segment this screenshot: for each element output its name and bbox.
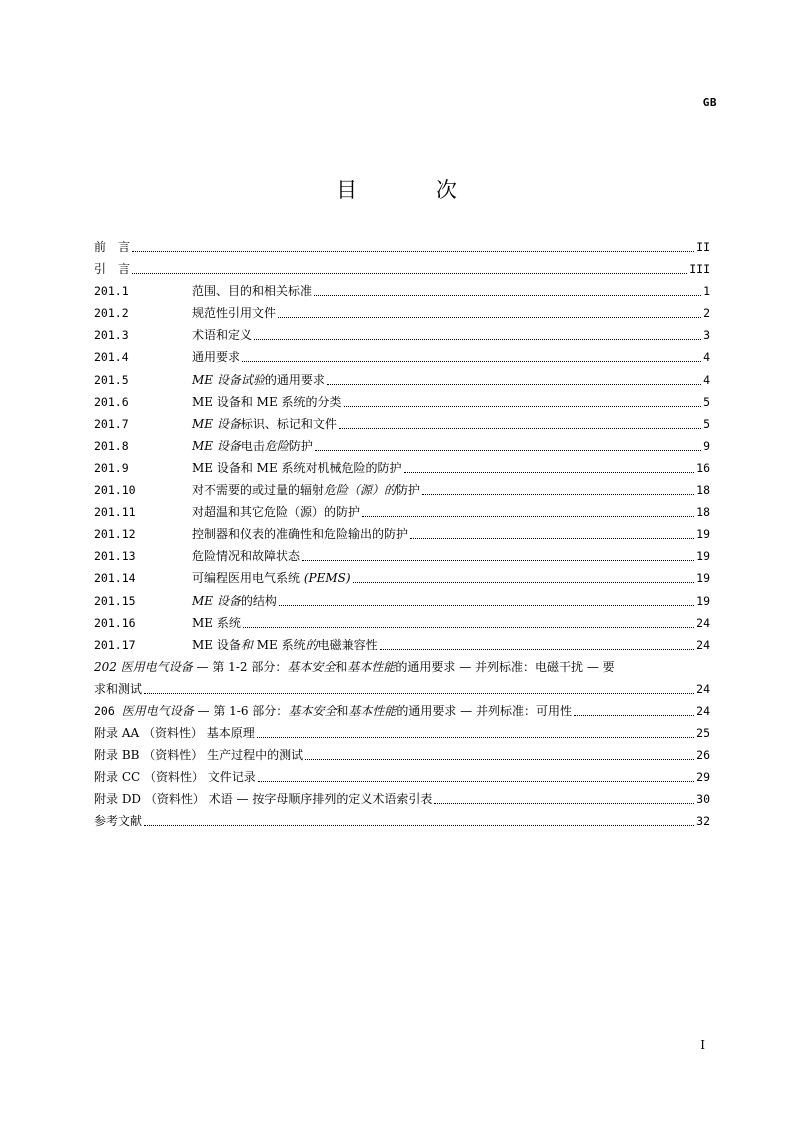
toc-entry-page: 19 <box>696 593 710 608</box>
toc-entry-title: 规范性引用文件 <box>192 306 277 321</box>
toc-entry-page: 24 <box>696 681 710 696</box>
toc-entry-title: ME 设备和 ME 系统的电磁兼容性 <box>192 637 378 652</box>
toc-entry-page: II <box>696 240 710 254</box>
toc-entry-number: 201.2 <box>94 306 129 321</box>
toc-entry-201-15[interactable] <box>94 590 710 612</box>
toc-entry-number: 201.16 <box>94 615 136 630</box>
toc-entry-foreword[interactable] <box>94 236 710 258</box>
toc-entry-201-3[interactable] <box>94 324 710 346</box>
toc-leader <box>362 504 694 517</box>
toc-leader <box>144 813 694 826</box>
toc-leader <box>327 372 701 385</box>
toc-entry-page: 4 <box>703 372 710 387</box>
toc-entry-201-17[interactable] <box>94 634 710 656</box>
toc-entry-page: 32 <box>696 814 710 829</box>
toc-entry-title: ME 设备和 ME 系统的分类 <box>192 394 342 409</box>
toc-entry-number: 201.10 <box>94 483 136 498</box>
toc-entry-title: ME 设备试验的通用要求 <box>192 372 325 387</box>
toc-entry-page: 24 <box>696 637 710 652</box>
toc-entry-number: 201.11 <box>94 505 136 520</box>
toc-entry-title: 附录 CC （资料性） 文件记录 <box>94 770 256 785</box>
toc-leader <box>144 681 694 694</box>
toc-entry-201-13[interactable] <box>94 545 710 567</box>
toc-entry-page: 24 <box>696 615 710 630</box>
toc-entry-202[interactable] <box>94 656 710 700</box>
toc-entry-page: 5 <box>703 394 710 409</box>
toc-leader <box>258 769 694 782</box>
toc-leader <box>574 703 694 716</box>
toc-entry-201-7[interactable] <box>94 413 710 435</box>
toc-entry-number: 201.5 <box>94 372 129 387</box>
toc-entry-201-14[interactable] <box>94 567 710 589</box>
toc-entry-title-continued: 求和测试 <box>94 681 143 696</box>
toc-entry-page: 5 <box>703 416 710 431</box>
toc-entry-number: 201.6 <box>94 394 129 409</box>
toc-leader <box>243 615 694 628</box>
toc-entry-title: 对超温和其它危险（源）的防护 <box>192 505 361 520</box>
toc-entry-page: 4 <box>703 350 710 365</box>
toc-entry-201-16[interactable] <box>94 612 710 634</box>
toc-leader <box>404 460 695 473</box>
toc-leader <box>257 725 694 738</box>
toc-leader <box>302 548 694 561</box>
toc-entry-title: 危险情况和故障状态 <box>192 549 301 564</box>
toc-entry-201-10[interactable] <box>94 479 710 501</box>
toc-leader <box>278 305 701 318</box>
toc-entry-title: 控制器和仪表的准确性和危险输出的防护 <box>192 527 409 542</box>
toc-entry-number: 201.1 <box>94 284 129 299</box>
page-title: 目 次 <box>336 178 493 202</box>
toc-entry-page: 30 <box>696 792 710 807</box>
toc-leader <box>132 239 694 252</box>
toc-leader <box>132 261 687 274</box>
toc-entry-title: ME 系统 <box>192 615 241 630</box>
toc-entry-title: 202 医用电气设备 — 第 1-2 部分：基本安全和基本性能的通用要求 — 并列标准：电磁干扰 — 要 <box>94 659 615 674</box>
toc-leader <box>315 438 701 451</box>
toc-entry-page: 9 <box>703 438 710 453</box>
toc-entry-page: 3 <box>703 328 710 343</box>
toc-entry-page: III <box>689 262 710 277</box>
toc-entry-annex-cc[interactable] <box>94 766 710 788</box>
toc-entry-title: ME 设备和 ME 系统对机械危险的防护 <box>192 460 402 475</box>
toc-entry-title: ME 设备标识、标记和文件 <box>192 416 337 431</box>
toc-entry-title: 206 医用电气设备 — 第 1-6 部分：基本安全和基本性能的通用要求 — 并列标准：可用性 <box>94 703 572 718</box>
toc-entry-page: 16 <box>696 460 710 475</box>
toc-entry-201-11[interactable] <box>94 501 710 523</box>
toc-leader <box>410 526 694 539</box>
toc-entry-title: 可编程医用电气系统 (PEMS) <box>192 571 351 586</box>
toc-leader <box>339 416 701 429</box>
table-of-contents <box>94 236 710 833</box>
toc-entry-201-4[interactable] <box>94 346 710 368</box>
toc-leader <box>279 593 694 606</box>
standard-code: GB <box>702 96 717 109</box>
toc-entry-number: 201.8 <box>94 438 129 453</box>
toc-entry-title: 通用要求 <box>192 350 241 365</box>
toc-entry-annex-bb[interactable] <box>94 744 710 766</box>
toc-leader <box>314 283 701 296</box>
toc-leader <box>353 570 695 583</box>
toc-entry-title: 附录 DD （资料性） 术语 — 按字母顺序排列的定义术语索引表 <box>94 792 433 807</box>
toc-entry-number: 201.13 <box>94 549 136 564</box>
toc-entry-201-9[interactable] <box>94 457 710 479</box>
toc-entry-page: 25 <box>696 726 710 741</box>
toc-entry-page: 18 <box>696 505 710 520</box>
toc-entry-page: 1 <box>703 284 710 299</box>
toc-entry-page: 19 <box>696 527 710 542</box>
toc-entry-201-12[interactable] <box>94 523 710 545</box>
toc-entry-number: 201.4 <box>94 350 129 365</box>
toc-entry-title: 前 言 <box>94 240 131 254</box>
toc-entry-title: 参考文献 <box>94 814 143 829</box>
toc-entry-annex-aa[interactable] <box>94 722 710 744</box>
page-number: I <box>700 1038 705 1052</box>
toc-entry-201-1[interactable] <box>94 280 710 302</box>
toc-entry-number: 201.12 <box>94 527 136 542</box>
toc-entry-page: 29 <box>696 770 710 785</box>
toc-entry-title: 范围、目的和相关标准 <box>192 284 313 299</box>
toc-entry-201-6[interactable] <box>94 391 710 413</box>
toc-leader <box>254 327 701 340</box>
toc-entry-201-8[interactable] <box>94 435 710 457</box>
toc-leader <box>434 791 694 804</box>
toc-entry-annex-dd[interactable] <box>94 788 710 810</box>
toc-leader <box>380 637 695 650</box>
toc-entry-title: 引 言 <box>94 262 131 277</box>
toc-entry-title: 对不需要的或过量的辐射危险（源）的防护 <box>192 483 421 498</box>
toc-entry-title: 术语和定义 <box>192 328 253 343</box>
toc-leader <box>422 482 694 495</box>
toc-entry-title: ME 设备的结构 <box>192 593 277 608</box>
toc-entry-page: 26 <box>696 748 710 763</box>
toc-entry-number: 201.3 <box>94 328 129 343</box>
toc-entry-201-2[interactable] <box>94 302 710 324</box>
toc-entry-206[interactable] <box>94 700 710 722</box>
toc-entry-bibliography[interactable] <box>94 810 710 832</box>
toc-leader <box>305 747 694 760</box>
toc-entry-page: 19 <box>696 549 710 564</box>
toc-entry-title: ME 设备电击危险防护 <box>192 438 313 453</box>
toc-entry-201-5[interactable] <box>94 369 710 391</box>
toc-entry-page: 19 <box>696 571 710 586</box>
toc-entry-page: 24 <box>696 703 710 718</box>
toc-entry-number: 201.17 <box>94 637 136 652</box>
toc-leader <box>242 349 701 362</box>
toc-entry-number: 201.7 <box>94 416 129 431</box>
toc-leader <box>344 394 702 407</box>
toc-entry-title: 附录 AA （资料性） 基本原理 <box>94 726 255 741</box>
toc-entry-number: 201.9 <box>94 460 129 475</box>
toc-entry-introduction[interactable] <box>94 258 710 280</box>
toc-entry-page: 2 <box>703 306 710 321</box>
toc-entry-number: 201.15 <box>94 593 136 608</box>
toc-entry-number: 201.14 <box>94 571 136 586</box>
toc-entry-title: 附录 BB （资料性） 生产过程中的测试 <box>94 748 304 763</box>
toc-entry-page: 18 <box>696 483 710 498</box>
